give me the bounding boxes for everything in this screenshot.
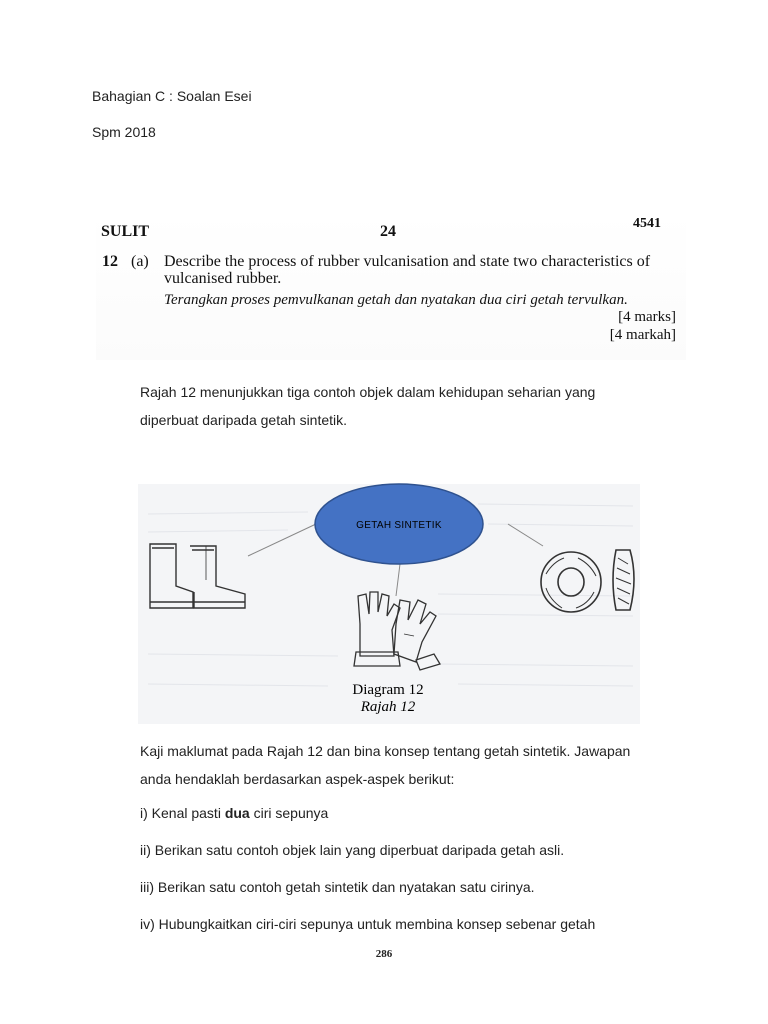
diagram-caption-ms: Rajah 12: [360, 699, 416, 715]
intro-paragraph: [140, 378, 700, 434]
emphasis-dua: dua: [224, 805, 250, 821]
task-item-4: iv) Hubungkaitkan ciri-ciri sepunya untuk membina konsep sebenar getah: [140, 916, 596, 932]
task-line: Kaji maklumat pada Rajah 12 dan bina konsep tentang getah sintetik. Jawapan: [140, 743, 631, 759]
task-item-3: iii) Berikan satu contoh getah sintetik dan nyatakan satu cirinya.: [140, 879, 535, 895]
page-number: 286: [375, 948, 393, 960]
ellipse-label: GETAH SINTETIK: [356, 520, 442, 531]
diagram-12: [138, 484, 640, 724]
sulit-label: SULIT: [101, 223, 150, 240]
connector-line: [396, 564, 400, 596]
question-malay: Terangkan proses pemvulkanan getah dan nyatakan dua ciri getah tervulkan.: [164, 292, 628, 308]
scanned-question: [96, 212, 686, 360]
task-item-2: ii) Berikan satu contoh objek lain yang diperbuat daripada getah asli.: [140, 842, 565, 858]
intro-line: Rajah 12 menunjukkan tiga contoh objek dalam kehidupan seharian yang: [140, 384, 596, 400]
question-part: (a): [131, 253, 149, 270]
section-title: Bahagian C : Soalan Esei: [92, 88, 252, 104]
exam-year: Spm 2018: [92, 124, 156, 140]
task-paragraph: [140, 737, 740, 793]
tyres-icon: [541, 550, 634, 612]
task-line: anda hendaklah berdasarkan aspek-aspek berikut:: [140, 771, 455, 787]
question-english: [164, 253, 676, 287]
marks-malay: [4 markah]: [609, 327, 676, 343]
question-number: 12: [102, 253, 118, 270]
diagram-caption-en: Diagram 12: [352, 682, 424, 698]
intro-line: diperbuat daripada getah sintetik.: [140, 412, 348, 428]
task-item-1: i) Kenal pasti dua ciri sepunya: [140, 805, 329, 821]
diagram-canvas: [138, 484, 640, 724]
gloves-icon: [354, 592, 440, 670]
connector-line: [508, 524, 543, 546]
question-english-line: Describe the process of rubber vulcanisation and state two characteristics of: [164, 253, 651, 270]
scan-cut-code: 4541: [633, 216, 661, 231]
marks-english: [4 marks]: [618, 309, 676, 325]
question-english-line: vulcanised rubber.: [164, 270, 282, 287]
scan-page-number: 24: [380, 223, 396, 240]
connector-line: [248, 524, 316, 556]
boots-icon: [150, 544, 245, 608]
